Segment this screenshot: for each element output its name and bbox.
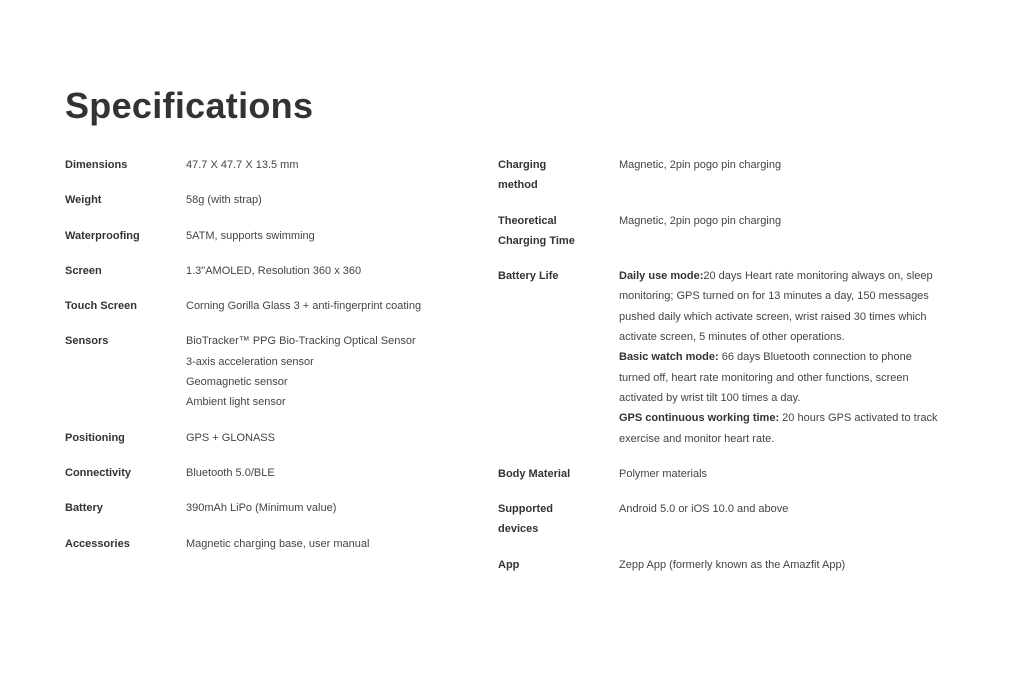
spec-value: 5ATM, supports swimming (186, 229, 315, 242)
spec-row-connectivity (65, 463, 465, 483)
spec-label: Screen (65, 264, 102, 277)
battery-daily-text: 20 days Heart rate monitoring always on, sleep monitoring; GPS turned on for 13 minutes a day, 150 messages pushed daily which activate screen, wrist raised 30 times which activate screen, 5 minutes of other operations. (619, 270, 933, 344)
spec-row-dimensions (65, 155, 465, 175)
spec-row-screen (65, 261, 465, 281)
battery-gps-title: GPS continuous working time: (619, 412, 780, 425)
spec-label: Dimensions (65, 159, 128, 171)
spec-row-body-material (498, 464, 938, 484)
spec-value: GPS + GLONASS (186, 431, 275, 444)
sensor-item: 3-axis acceleration sensor (186, 355, 314, 368)
spec-row-waterproofing (65, 226, 465, 246)
spec-value: Zepp App (formerly known as the Amazfit App) (619, 558, 846, 571)
spec-row-touch-screen (65, 296, 465, 316)
spec-row-sensors (65, 331, 465, 412)
spec-column-right (498, 155, 938, 590)
spec-row-battery (65, 498, 465, 518)
spec-label: Positioning (65, 431, 125, 444)
spec-row-accessories (65, 534, 465, 554)
spec-column-left (65, 155, 465, 569)
spec-label: Accessories (65, 537, 130, 550)
spec-value: Magnetic charging base, user manual (186, 537, 370, 550)
spec-value: 47.7 X 47.7 X 13.5 mm (186, 159, 299, 171)
spec-row-charging-time (498, 211, 938, 252)
spec-label: Battery Life (498, 270, 559, 283)
spec-value: Bluetooth 5.0/BLE (186, 466, 275, 479)
spec-value: Polymer materials (619, 467, 708, 480)
battery-gps-text: 20 hours GPS activated to track exercise and monitor heart rate. (619, 412, 938, 445)
spec-label: Body Material (498, 467, 571, 480)
spec-label: Battery (65, 502, 103, 515)
spec-row-positioning (65, 428, 465, 448)
sensor-item: Ambient light sensor (186, 396, 286, 409)
spec-value: Android 5.0 or iOS 10.0 and above (619, 503, 789, 516)
spec-row-supported-devices (498, 499, 938, 540)
spec-label: Touch Screen (65, 300, 137, 313)
spec-label: Connectivity (65, 466, 132, 479)
spec-label: Sensors (65, 335, 109, 348)
spec-value: Magnetic, 2pin pogo pin charging (619, 214, 782, 227)
battery-gps-mode (619, 408, 938, 449)
spec-value: 1.3"AMOLED, Resolution 360 x 360 (186, 264, 362, 277)
sensor-item: BioTracker™ PPG Bio-Tracking Optical Sensor (186, 335, 416, 348)
spec-row-app (498, 555, 938, 575)
spec-value (619, 266, 938, 449)
spec-label: Waterproofing (65, 229, 140, 242)
spec-row-charging-method (498, 155, 938, 196)
spec-value: 58g (with strap) (186, 194, 262, 207)
spec-label: Weight (65, 194, 102, 207)
battery-basic-mode (619, 347, 938, 408)
sensor-item: Geomagnetic sensor (186, 376, 288, 389)
spec-label: Charging method (498, 159, 547, 192)
battery-basic-title: Basic watch mode: (619, 351, 719, 364)
spec-value: Corning Gorilla Glass 3 + anti-fingerprint coating (186, 300, 422, 313)
spec-value (186, 331, 465, 412)
spec-label: App (498, 558, 520, 571)
battery-daily-mode (619, 266, 938, 347)
spec-value: 390mAh LiPo (Minimum value) (186, 502, 337, 515)
battery-basic-text: 66 days Bluetooth connection to phone turned off, heart rate monitoring and other functions, screen activated by wrist tilt 100 times a day. (619, 351, 912, 404)
page-title: Specifications (65, 85, 314, 126)
spec-row-battery-life (498, 266, 938, 449)
spec-label: Supported devices (498, 503, 553, 536)
spec-value: Magnetic, 2pin pogo pin charging (619, 159, 782, 171)
spec-row-weight (65, 190, 465, 210)
battery-daily-title: Daily use mode: (619, 270, 704, 283)
spec-label: Theoretical Charging Time (498, 214, 575, 247)
